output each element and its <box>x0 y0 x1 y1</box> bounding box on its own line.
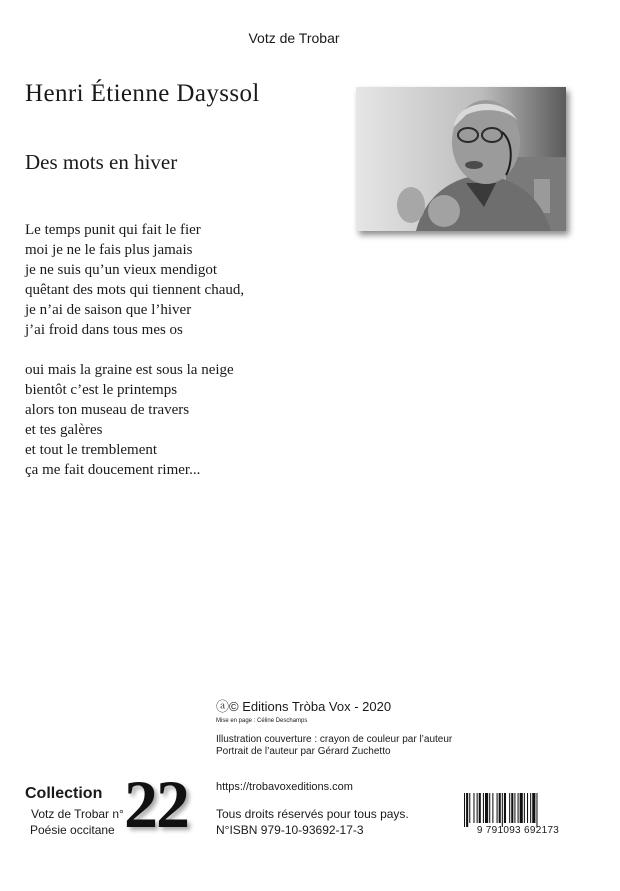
verse: je n’ai de saison que l’hiver <box>25 302 192 318</box>
barcode-bar <box>524 793 525 823</box>
barcode-bar <box>485 793 488 823</box>
barcode-bar <box>504 793 506 823</box>
poem <box>25 220 244 500</box>
barcode-bar <box>483 793 484 823</box>
verse: moi je ne le fais plus jamais <box>25 242 193 258</box>
publisher-credits <box>216 699 506 758</box>
series-header: Votz de Trobar <box>248 30 340 46</box>
layout-credit: Mise en page : Céline Deschamps <box>216 718 308 724</box>
stanza-2 <box>25 360 244 480</box>
barcode-bar <box>502 793 503 827</box>
verse: et tout le tremblement <box>25 442 158 458</box>
book-title: Des mots en hiver <box>25 150 178 174</box>
barcode-bar <box>489 793 490 823</box>
portrait-credit: Portrait de l’auteur par Gérard Zuchetto <box>216 746 391 757</box>
isbn-number: N°ISBN 979-10-93692-17-3 <box>216 823 364 837</box>
collection-label: Collection <box>25 785 103 802</box>
barcode-bar <box>514 793 515 823</box>
stanza-1 <box>25 220 244 340</box>
barcode-bar <box>520 793 523 823</box>
verse: oui mais la graine est sous la neige <box>25 362 234 378</box>
verse: Le temps punit qui fait le fier <box>25 222 201 238</box>
barcode-bar <box>466 793 468 827</box>
publisher-website: https://trobavoxeditions.com <box>216 781 353 793</box>
verse: j’ai froid dans tous mes os <box>25 322 183 338</box>
rights-notice: Tous droits réservés pour tous pays. <box>216 807 409 821</box>
collection-genre: Poésie occitane <box>30 823 115 837</box>
collection-number: 22 <box>124 766 188 842</box>
collection-series: Votz de Trobar n° <box>31 807 124 821</box>
author-name: Henri Étienne Dayssol <box>25 80 260 107</box>
barcode-bar <box>511 793 513 823</box>
barcode-bar <box>518 793 519 823</box>
verse: alors ton museau de travers <box>25 402 190 418</box>
barcode-bar <box>492 793 493 823</box>
barcode-bar <box>477 793 478 823</box>
verse: je ne suis qu’un vieux mendigot <box>25 262 218 278</box>
barcode-bar <box>532 793 535 823</box>
author-portrait-photo <box>356 87 566 231</box>
verse: quêtant des mots qui tiennent chaud, <box>25 282 245 298</box>
illustration-credit: Illustration couverture : crayon de couleur par l’auteur <box>216 734 453 745</box>
barcode-bar <box>479 793 481 823</box>
barcode-digits: 9 791093 692173 <box>476 825 560 836</box>
verse: ça me fait doucement rimer... <box>25 462 201 478</box>
barcode-bar <box>469 793 470 823</box>
verse: bientôt c’est le printemps <box>25 382 178 398</box>
barcode-bar <box>499 793 501 823</box>
barcode-bar <box>509 793 510 823</box>
verse: et tes galères <box>25 422 103 438</box>
barcode-bar <box>530 793 531 823</box>
copyright-line: ⓐ© Editions Tròba Vox - 2020 <box>216 699 392 714</box>
barcode-bar <box>536 793 537 827</box>
barcode-bar <box>473 793 474 823</box>
barcode-bar <box>527 793 528 823</box>
barcode-bar <box>497 793 498 823</box>
barcode-bar <box>464 793 465 827</box>
